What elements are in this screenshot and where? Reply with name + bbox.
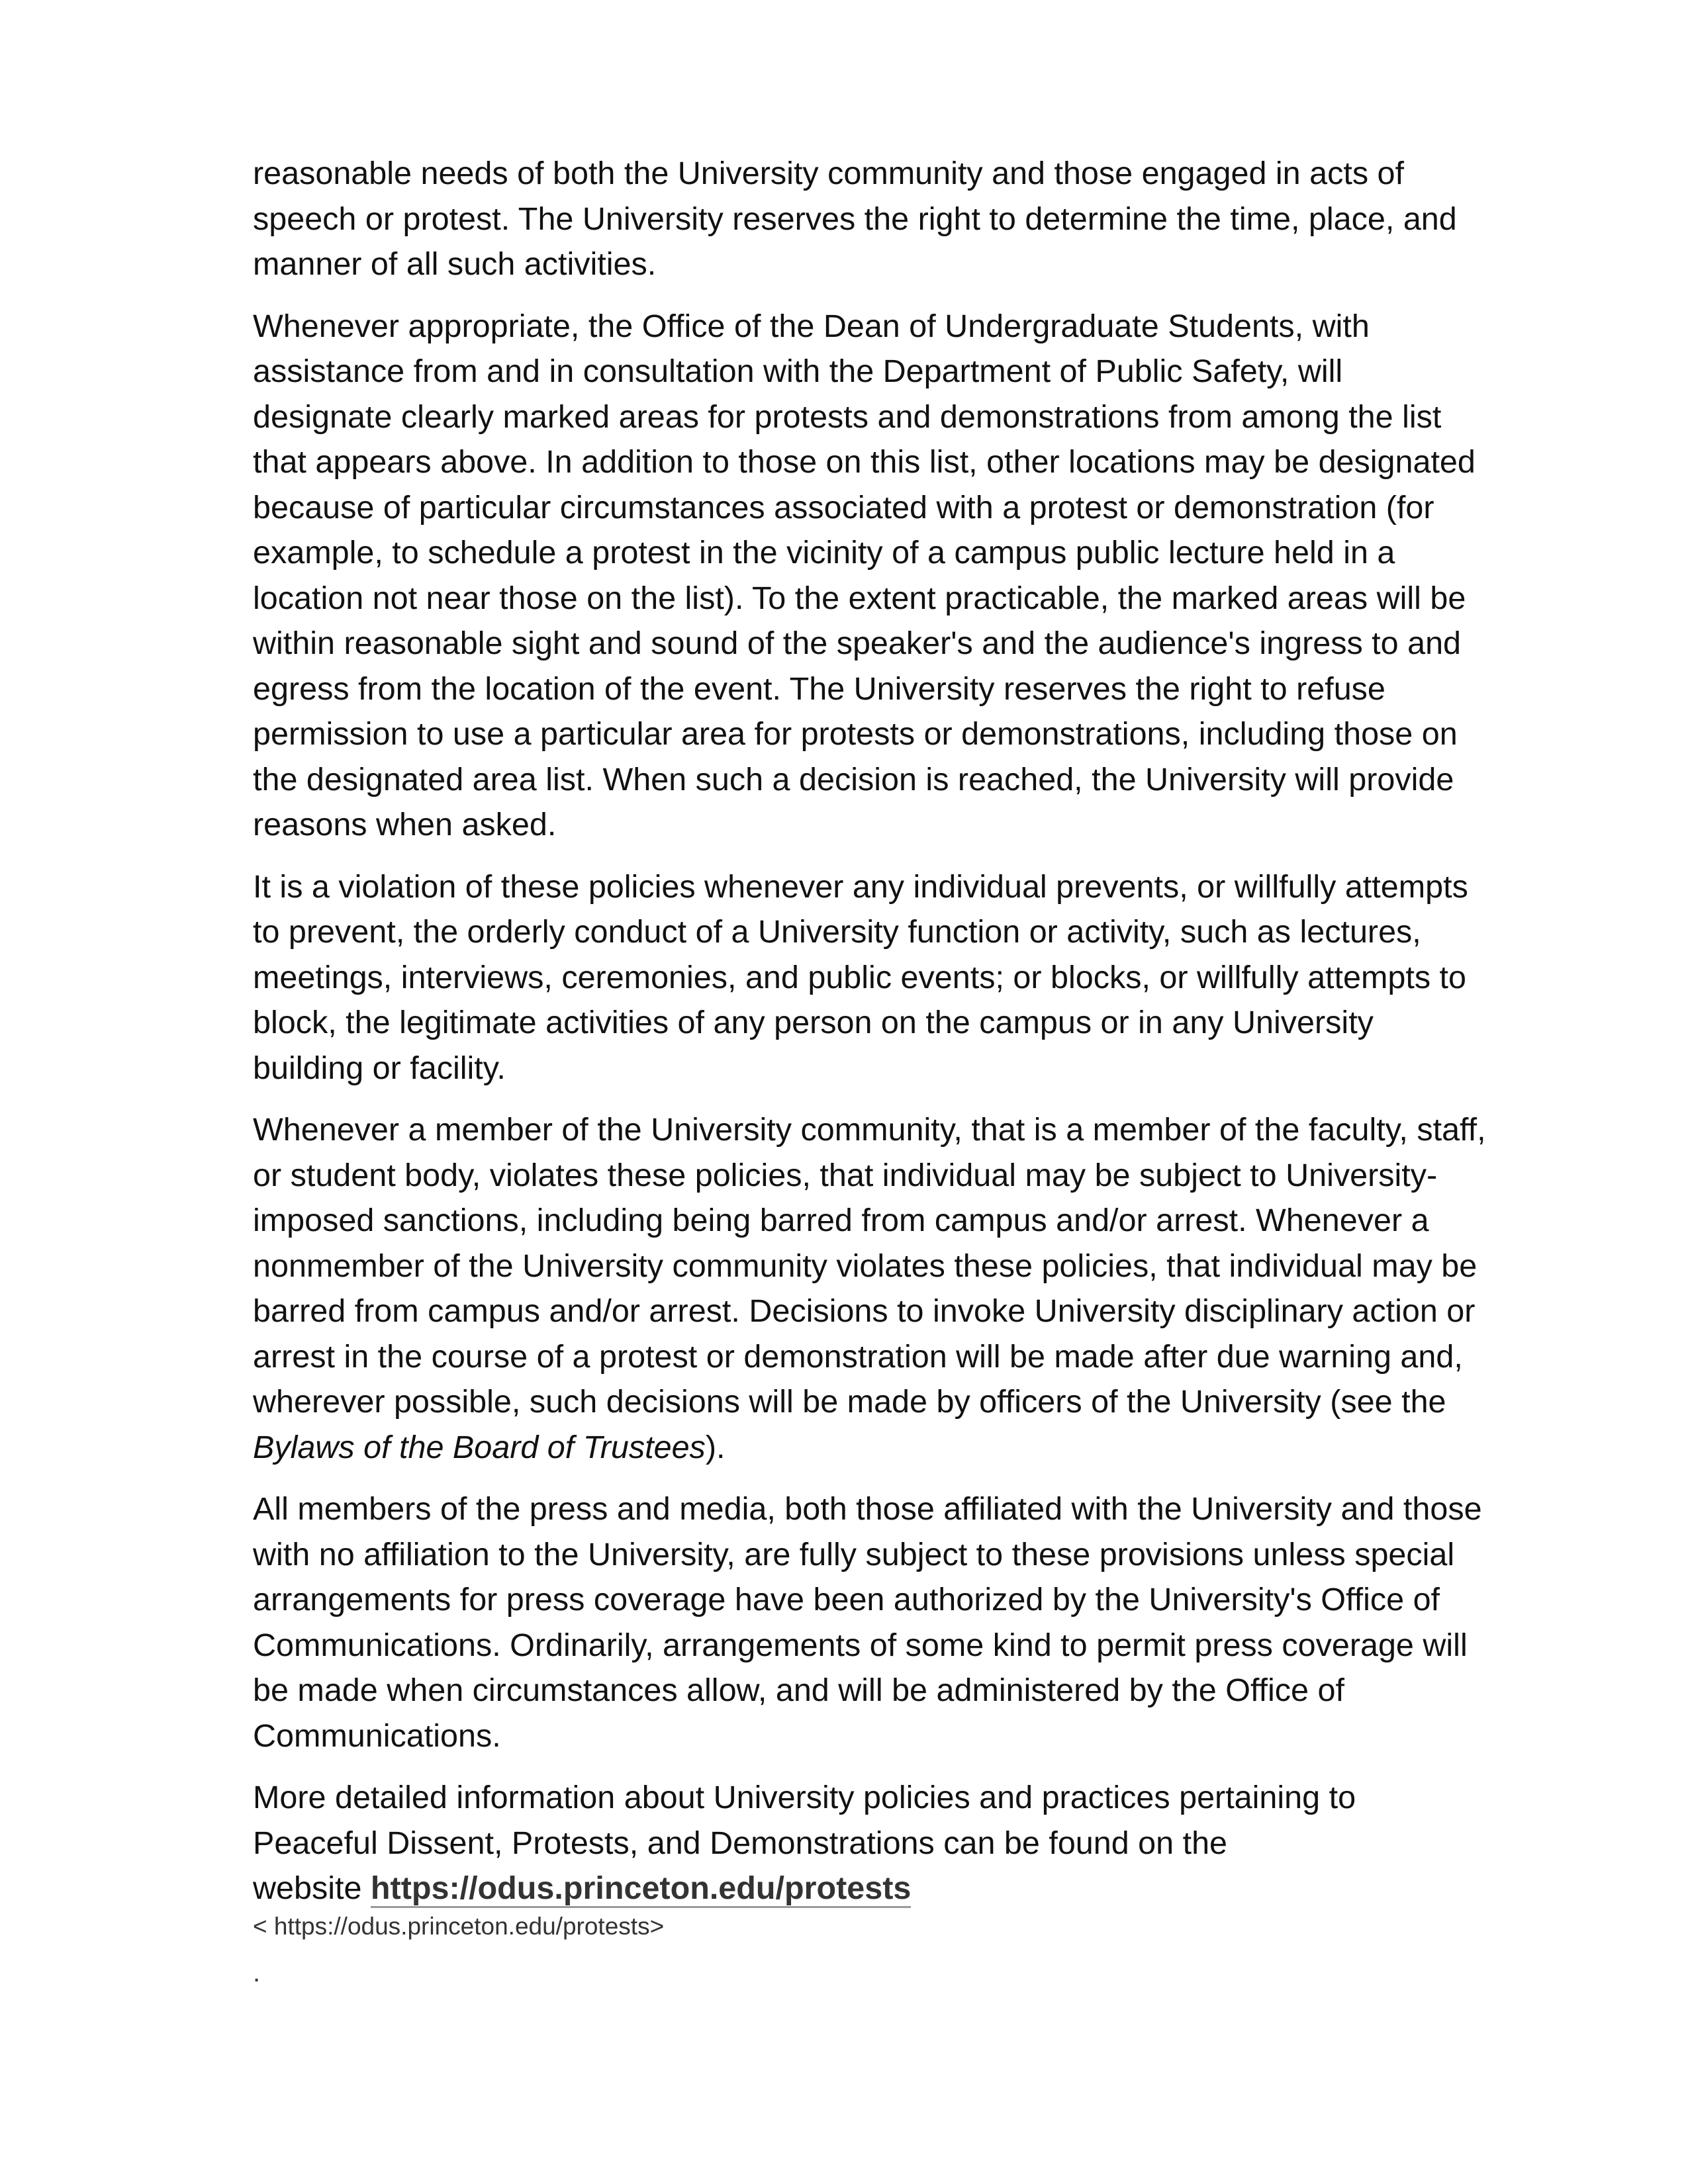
- text-line: It is a violation of these policies whenever any individual prevents, or willfully attempts: [253, 868, 1468, 905]
- text-line: or student body, violates these policies, that individual may be subject to University-: [253, 1157, 1438, 1193]
- text-line: that appears above. In addition to those on this list, other locations may be designated: [253, 444, 1476, 480]
- text-line: with no affiliation to the University, are fully subject to these provisions unless special: [253, 1536, 1455, 1572]
- text-line: be made when circumstances allow, and will be administered by the Office of: [253, 1672, 1344, 1708]
- text-line: the designated area list. When such a decision is reached, the University will provide: [253, 761, 1454, 797]
- text-line: building or facility.: [253, 1050, 506, 1086]
- text-line: manner of all such activities.: [253, 246, 657, 282]
- bylaws-tail: ).: [705, 1429, 726, 1465]
- text-line: imposed sanctions, including being barred from campus and/or arrest. Whenever a: [253, 1203, 1429, 1238]
- text-line: example, to schedule a protest in the vicinity of a campus public lecture held in a: [253, 535, 1395, 570]
- url-footnote: < https://odus.princeton.edu/protests>: [253, 1912, 665, 1940]
- text-line: reasonable needs of both the University community and those engaged in acts of: [253, 156, 1404, 191]
- document-page: [253, 151, 1537, 1989]
- paragraph-press: [253, 1486, 1537, 1758]
- text-line: within reasonable sight and sound of the speaker's and the audience's ingress to and: [253, 625, 1462, 661]
- text-line: Whenever appropriate, the Office of the Dean of Undergraduate Students, with: [253, 308, 1370, 344]
- text-line: assistance from and in consultation with the Department of Public Safety, will: [253, 353, 1343, 389]
- text-line: nonmember of the University community violates these policies, that individual may be: [253, 1248, 1477, 1284]
- bylaws-title: Bylaws of the Board of Trustees: [253, 1429, 706, 1465]
- text-line: to prevent, the orderly conduct of a University function or activity, such as lectures,: [253, 914, 1421, 950]
- text-line: Communications.: [253, 1717, 501, 1754]
- text-line: permission to use a particular area for protests or demonstrations, including those on: [253, 716, 1458, 752]
- text-line: More detailed information about University policies and practices pertaining to: [253, 1780, 1356, 1815]
- paragraph-designated-areas: [253, 304, 1537, 848]
- text-line: All members of the press and media, both those affiliated with the University and those: [253, 1491, 1482, 1527]
- text-line: location not near those on the list). To the extent practicable, the marked areas will be: [253, 580, 1466, 616]
- website-prefix: website: [253, 1870, 371, 1906]
- text-line: reasons when asked.: [253, 807, 557, 842]
- text-line-bylaws: [253, 1425, 1537, 1471]
- trailing-period: .: [253, 1958, 261, 1987]
- text-line: egress from the location of the event. The University reserves the right to refuse: [253, 670, 1385, 707]
- text-line: arrest in the course of a protest or demonstration will be made after due warning and,: [253, 1338, 1463, 1375]
- text-line: Communications. Ordinarily, arrangements of some kind to permit press coverage will: [253, 1627, 1468, 1663]
- protests-link[interactable]: https://odus.princeton.edu/protests: [371, 1870, 911, 1908]
- paragraph-violation: [253, 864, 1537, 1091]
- text-line: designate clearly marked areas for protests and demonstrations from among the list: [253, 398, 1442, 435]
- paragraph-intro: [253, 151, 1537, 287]
- text-line: Peaceful Dissent, Protests, and Demonstrations can be found on the: [253, 1825, 1228, 1861]
- text-line: wherever possible, such decisions will be made by officers of the University (see the: [253, 1384, 1446, 1420]
- paragraph-more-info: [253, 1775, 1537, 1911]
- text-line: because of particular circumstances associated with a protest or demonstration (for: [253, 489, 1434, 525]
- text-line: barred from campus and/or arrest. Decisions to invoke University disciplinary action or: [253, 1293, 1476, 1329]
- text-line: arrangements for press coverage have been authorized by the University's Office of: [253, 1582, 1440, 1617]
- text-line: Whenever a member of the University community, that is a member of the faculty, staff,: [253, 1112, 1486, 1148]
- text-line-website: [253, 1866, 1537, 1911]
- text-line: block, the legitimate activities of any person on the campus or in any University: [253, 1005, 1374, 1040]
- paragraph-sanctions: [253, 1107, 1537, 1470]
- text-line: speech or protest. The University reserves the right to determine the time, place, and: [253, 201, 1457, 237]
- text-line: meetings, interviews, ceremonies, and public events; or blocks, or willfully attempts to: [253, 959, 1467, 995]
